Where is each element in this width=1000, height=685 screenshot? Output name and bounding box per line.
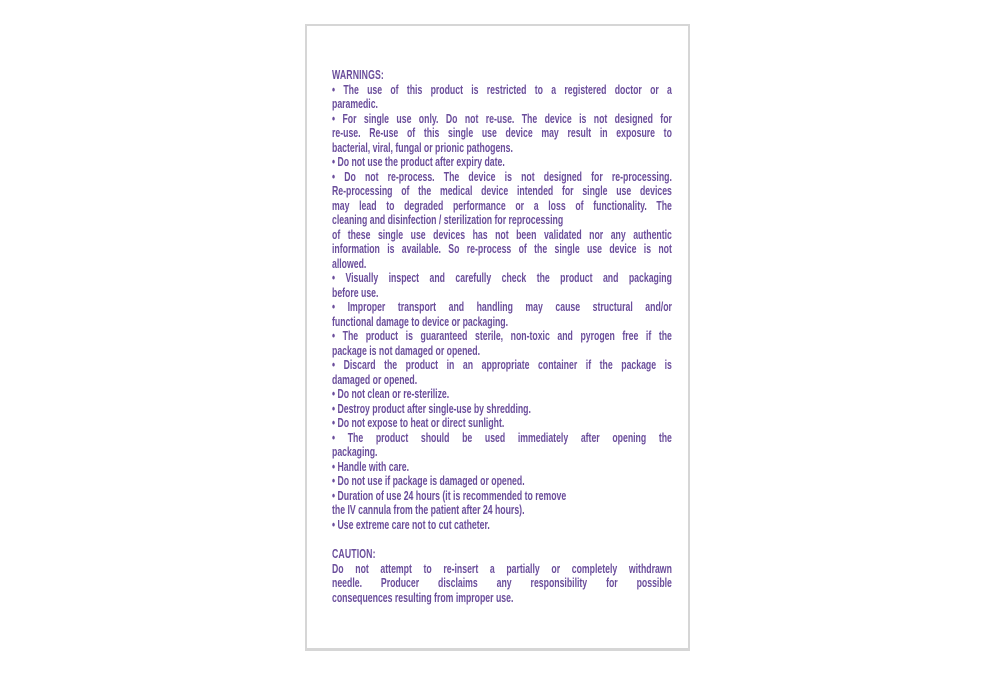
text-line: • Improper transport and handling may cause structural and/or	[332, 299, 672, 314]
text-line: • Use extreme care not to cut catheter.	[332, 516, 490, 532]
text-line: damaged or opened.	[332, 371, 418, 387]
text-line: • The product should be used immediately after opening the	[332, 429, 672, 445]
text-line: • Visually inspect and carefully check the product and packaging	[332, 270, 672, 285]
text-line: • Do not use the product after expiry date.	[332, 154, 505, 169]
text-line: • Handle with care.	[332, 458, 410, 474]
text-line: consequences resulting from improper use.	[332, 589, 514, 605]
label-text-column	[332, 68, 672, 605]
text-line: • Discard the product in an appropriate container if the package is	[332, 357, 672, 372]
text-line: paramedic.	[332, 96, 378, 111]
text-line: before use.	[332, 284, 379, 300]
text-line: • Do not expose to heat or direct sunlight.	[332, 415, 505, 430]
text-line: • Duration of use 24 hours (it is recommended to remove	[332, 487, 567, 503]
text-line: packaging.	[332, 444, 378, 459]
text-line: information is available. So re-process of the single use device is not	[332, 241, 672, 256]
caution-section	[332, 547, 672, 605]
caution-lines	[332, 562, 672, 606]
text-line: of these single use devices has not been validated nor any authentic	[332, 226, 672, 242]
caution-title: CAUTION:	[332, 546, 376, 561]
text-line: bacterial, viral, fungal or prionic pathogens.	[332, 139, 513, 155]
text-line: re-use. Re-use of this single use device may result in exposure to	[332, 125, 672, 140]
text-line: needle. Producer disclaims any responsibility for possible	[332, 575, 672, 590]
text-line: may lead to degraded performance or a loss of functionality. The	[332, 197, 672, 213]
text-line: package is not damaged or opened.	[332, 342, 481, 358]
text-line: Do not attempt to re-insert a partially or completely withdrawn	[332, 560, 672, 576]
text-line: the IV cannula from the patient after 24 hours).	[332, 502, 525, 517]
text-line: allowed.	[332, 255, 367, 271]
text-line: • Destroy product after single-use by shredding.	[332, 400, 531, 416]
text-line: • Do not clean or re-sterilize.	[332, 386, 450, 401]
text-line: functional damage to device or packaging.	[332, 313, 509, 329]
label-box	[305, 24, 690, 651]
warnings-title: WARNINGS:	[332, 67, 384, 82]
text-line: Re-processing of the medical device intended for single use devices	[332, 183, 672, 198]
warnings-lines	[332, 83, 672, 533]
text-line: cleaning and disinfection / sterilization for reprocessing	[332, 212, 564, 227]
text-line: • The product is guaranteed sterile, non-toxic and pyrogen free if the	[332, 328, 672, 343]
text-line: • The use of this product is restricted to a registered doctor or a	[332, 81, 672, 97]
warnings-section	[332, 68, 672, 532]
text-line: • Do not use if package is damaged or opened.	[332, 473, 525, 488]
text-line: • For single use only. Do not re-use. The device is not designed for	[332, 110, 672, 126]
text-line: • Do not re-process. The device is not designed for re-processing.	[332, 168, 672, 184]
